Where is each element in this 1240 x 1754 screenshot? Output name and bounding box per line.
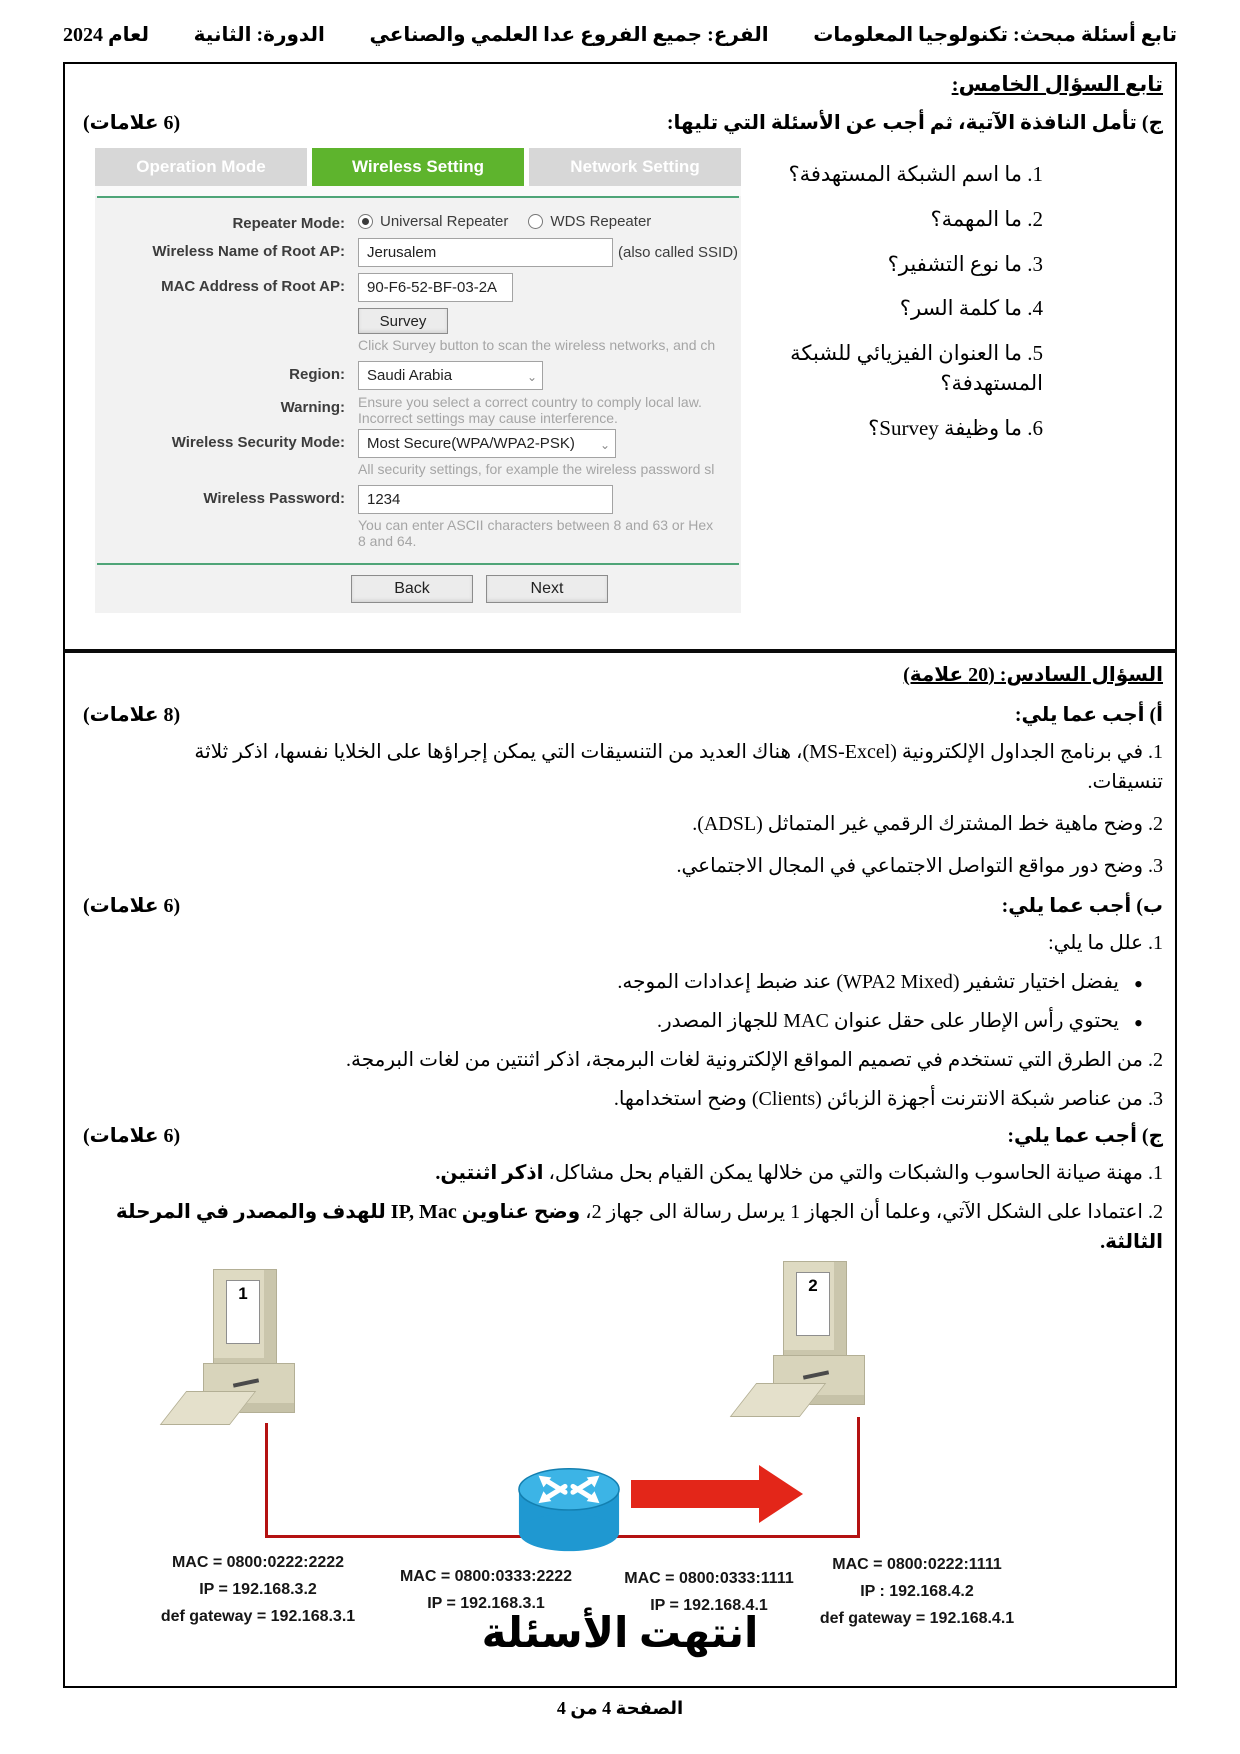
password-label: Wireless Password: <box>203 490 345 508</box>
transmission-arrow-icon <box>631 1465 803 1523</box>
q6-a-item-2: 2. وضح ماهية خط المشترك الرقمي غير المتماثل (ADSL). <box>692 813 1163 835</box>
q5-question-list <box>743 160 1043 459</box>
mac-address-input[interactable]: 90-F6-52-BF-03-2A <box>358 273 513 302</box>
router-left-mac: MAC = 0800:0333:2222 <box>399 1568 573 1585</box>
header-year: لعام 2024 <box>63 24 149 46</box>
q6-b-bullet-1: • يفضل اختيار تشفير (WPA2 Mixed) عند ضبط إعدادات الموجه. <box>83 967 1163 997</box>
wireless-name-input[interactable]: Jerusalem <box>358 238 613 267</box>
header-session: الدورة: الثانية <box>193 24 325 46</box>
q6-part-c-marks: (6 علامات) <box>83 1125 181 1147</box>
q6-c-item-2: 2. اعتمادا على الشكل الآتي، وعلما أن الجهاز 1 يرسل رسالة الى جهاز 2، وضح عناوين IP, Mac للهدف والمصدر في المرحلة الثالثة. <box>115 1201 1163 1253</box>
form-divider-top <box>97 196 739 198</box>
survey-hint: Click Survey button to scan the wireless networks, and ch <box>358 337 716 353</box>
security-hint: All security settings, for example the wireless password sl <box>358 461 715 478</box>
q5-question-1: 1. ما اسم الشبكة المستهدفة؟ <box>788 162 1043 186</box>
section-divider <box>63 649 1177 653</box>
exam-body-frame <box>63 62 1177 1688</box>
repeater-mode-row <box>95 210 741 232</box>
q5-question-2: 2. ما المهمة؟ <box>930 206 1043 231</box>
next-button[interactable]: Next <box>486 575 608 603</box>
q6-part-a-heading-row <box>83 702 1163 727</box>
form-top-strip <box>95 186 741 196</box>
end-of-questions-note: انتهت الأسئلة <box>481 1611 759 1657</box>
radio-universal-repeater-label: Universal Repeater <box>380 212 509 230</box>
q6-a-item-1: 1. في برنامج الجداول الإلكترونية (MS-Excel)، هناك العديد من التنسيقات التي يمكن إجراؤها على الخلايا نفسها، اذكر ثلاثة تنسيقات. <box>194 741 1163 793</box>
q6-section <box>83 660 1163 1269</box>
q6-part-a-heading: أ) أجب عما يلي: <box>1014 704 1163 726</box>
pc2-gateway: def gateway = 192.168.4.1 <box>819 1610 1015 1628</box>
network-diagram <box>79 1267 1161 1628</box>
router-settings-window <box>95 148 741 613</box>
q6-part-b-marks: (6 علامات) <box>83 895 181 917</box>
q6-title: السؤال السادس: (20 علامة) <box>903 664 1163 686</box>
q6-part-a-marks: (8 علامات) <box>83 704 181 726</box>
page-header <box>63 22 1177 47</box>
password-hint-line2: 8 and 64. <box>358 533 417 550</box>
region-row <box>95 361 741 390</box>
q6-b-item-1: 1. علل ما يلي: <box>1048 932 1163 954</box>
region-select[interactable]: Saudi Arabia ⌄ <box>358 361 543 390</box>
survey-row <box>95 308 741 334</box>
q5-continued-title: تابع السؤال الخامس: <box>951 72 1163 96</box>
password-hint-line1: You can enter ASCII characters between 8 and 63 or Hex <box>358 517 714 534</box>
q6-part-c-heading: ج) أجب عما يلي: <box>1007 1125 1163 1147</box>
mac-address-row <box>95 273 741 302</box>
radio-wds-repeater[interactable] <box>528 214 543 229</box>
warning-row <box>95 394 741 426</box>
q6-b-item-2: 2. من الطرق التي تستخدم في تصميم المواقع الإلكترونية لغات البرمجة، اذكر اثنتين من لغات البرمجة. <box>346 1049 1163 1071</box>
q6-b-item-3: 3. من عناصر شبكة الانترنت أجهزة الزبائن (Clients) وضح استخدامها. <box>613 1088 1163 1110</box>
pc2-mac: MAC = 0800:0222:1111 <box>832 1556 1002 1573</box>
wireless-name-label: Wireless Name of Root AP: <box>152 243 345 260</box>
q6-part-c-heading-row <box>83 1123 1163 1148</box>
q6-part-b-heading: ب) أجب عما يلي: <box>1001 895 1163 917</box>
computer-2-icon <box>741 1261 893 1429</box>
chevron-down-icon: ⌄ <box>599 438 610 453</box>
chevron-down-icon: ⌄ <box>526 370 537 384</box>
pc2-number: 2 <box>796 1272 830 1336</box>
header-subject: تابع أسئلة مبحث: تكنولوجيا المعلومات <box>813 24 1177 46</box>
pc1-ip: IP = 192.168.3.2 <box>199 1581 317 1599</box>
settings-tab-bar <box>95 148 741 186</box>
warning-text: Ensure you select a correct country to comply local law. Incorrect settings may cause interference. <box>358 394 702 427</box>
security-mode-row <box>95 429 741 458</box>
computer-1-icon <box>171 1269 323 1437</box>
q6-c-item-1: 1. مهنة صيانة الحاسوب والشبكات والتي من خلالها يمكن القيام بحل مشاكل، اذكر اثنتين. <box>435 1162 1163 1184</box>
wireless-password-input[interactable]: 1234 <box>358 485 613 514</box>
tab-wireless-setting[interactable]: Wireless Setting <box>312 148 524 186</box>
q5-part-c-row <box>83 110 1163 135</box>
settings-form <box>95 186 741 613</box>
survey-button[interactable]: Survey <box>358 308 448 334</box>
mac-address-label: MAC Address of Root AP: <box>161 278 345 295</box>
router-right-mac: MAC = 0800:0333:1111 <box>624 1570 794 1587</box>
security-mode-label: Wireless Security Mode: <box>171 434 345 452</box>
router-icon <box>515 1457 623 1557</box>
page-footer: الصفحة 4 من 4 <box>556 1698 684 1718</box>
repeater-mode-label: Repeater Mode: <box>232 215 345 232</box>
radio-universal-repeater[interactable] <box>358 214 373 229</box>
password-row <box>95 485 741 514</box>
q5-part-c-instruction: ج) تأمل النافذة الآتية، ثم أجب عن الأسئلة التي تليها: <box>666 112 1163 134</box>
header-branch: الفرع: جميع الفروع عدا العلمي والصناعي <box>369 24 769 46</box>
pc1-gateway: def gateway = 192.168.3.1 <box>160 1608 356 1626</box>
ssid-note: (also called SSID) <box>618 244 739 261</box>
tab-network-setting[interactable]: Network Setting <box>529 148 741 186</box>
region-label: Region: <box>289 366 345 383</box>
warning-label: Warning: <box>280 399 345 416</box>
tab-operation-mode[interactable]: Operation Mode <box>95 148 307 186</box>
pc1-mac: MAC = 0800:0222:2222 <box>171 1554 345 1571</box>
q5-question-4: 4. ما كلمة السر؟ <box>899 296 1043 321</box>
pc2-ip: IP : 192.168.4.2 <box>860 1583 974 1601</box>
q6-a-item-3: 3. وضح دور مواقع التواصل الاجتماعي في المجال الاجتماعي. <box>676 855 1163 877</box>
back-button[interactable]: Back <box>351 575 473 603</box>
q5-question-6: 6. ما وظيفة Survey؟ <box>868 415 1043 440</box>
q6-part-b-heading-row <box>83 893 1163 918</box>
q6-b-bullet-2: • يحتوي رأس الإطار على حقل عنوان MAC للجهاز المصدر. <box>83 1006 1163 1036</box>
wizard-nav-buttons <box>351 575 741 603</box>
q5-question-3: 3. ما نوع التشفير؟ <box>887 251 1043 276</box>
q5-question-5: 5. ما العنوان الفيزيائي للشبكة المستهدفة؟ <box>790 341 1043 396</box>
wireless-name-row <box>95 238 741 267</box>
form-divider-bottom <box>97 563 739 565</box>
pc1-cable <box>265 1423 268 1537</box>
radio-wds-repeater-label: WDS Repeater <box>550 212 652 230</box>
q5-part-c-marks: (6 علامات) <box>83 112 181 134</box>
pc1-number: 1 <box>226 1280 260 1344</box>
security-mode-select[interactable]: Most Secure(WPA/WPA2-PSK) ⌄ <box>358 429 616 458</box>
router-right-ip: IP = 192.168.4.1 <box>650 1597 768 1615</box>
pc2-cable <box>857 1417 860 1537</box>
router-left-ip: IP = 192.168.3.1 <box>427 1595 545 1613</box>
